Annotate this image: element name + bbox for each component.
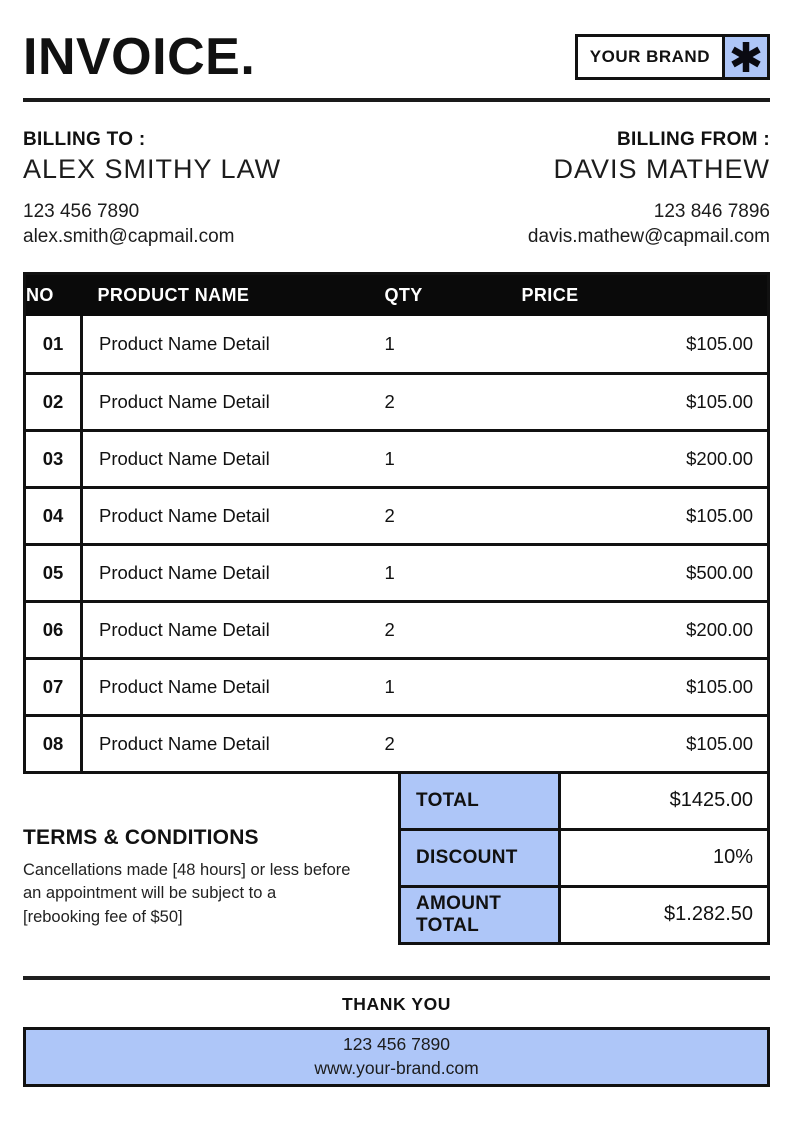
summary-row-amount-total xyxy=(400,886,769,943)
column-header-qty: QTY xyxy=(372,273,522,316)
brand-label: YOUR BRAND xyxy=(578,37,722,77)
footer-divider xyxy=(23,976,770,980)
billing-to-block xyxy=(23,129,281,248)
row-product: Product Name Detail xyxy=(82,430,372,487)
billing-to-name: ALEX SMITHY LAW xyxy=(23,153,282,184)
contact-bar xyxy=(23,1027,770,1087)
row-qty: 1 xyxy=(372,430,522,487)
row-price: $105.00 xyxy=(522,316,769,373)
row-number: 02 xyxy=(25,373,82,430)
summary-row-total xyxy=(400,772,769,829)
row-qty: 2 xyxy=(372,601,522,658)
summary-label: AMOUNT TOTAL xyxy=(400,886,560,943)
row-product: Product Name Detail xyxy=(82,544,372,601)
footer-phone: 123 456 7890 xyxy=(342,1033,451,1054)
row-product: Product Name Detail xyxy=(82,715,372,772)
row-product: Product Name Detail xyxy=(82,316,372,373)
row-qty: 2 xyxy=(372,715,522,772)
table-row xyxy=(25,715,769,772)
column-header-product: PRODUCT NAME xyxy=(82,273,372,316)
billing-to-phone: 123 456 7890 xyxy=(23,200,140,222)
asterisk-icon xyxy=(722,37,767,77)
row-price: $200.00 xyxy=(522,430,769,487)
items-table xyxy=(23,272,770,774)
header xyxy=(23,0,770,85)
summary-label: DISCOUNT xyxy=(400,829,560,886)
row-price: $105.00 xyxy=(522,658,769,715)
table-row xyxy=(25,487,769,544)
row-product: Product Name Detail xyxy=(82,601,372,658)
footer-website: www.your-brand.com xyxy=(314,1057,479,1078)
summary-label: TOTAL xyxy=(400,772,560,829)
row-number: 08 xyxy=(25,715,82,772)
row-price: $105.00 xyxy=(522,373,769,430)
terms-body: Cancellations made [48 hours] or less before an appointment will be subject to a [rebooking fee of $50] xyxy=(23,860,351,926)
billing-section xyxy=(23,129,770,248)
billing-to-heading: BILLING TO : xyxy=(23,128,146,150)
table-row xyxy=(25,544,769,601)
column-header-price: PRICE xyxy=(522,273,769,316)
billing-from-phone: 123 846 7896 xyxy=(653,200,770,222)
table-row xyxy=(25,430,769,487)
summary-value: $1425.00 xyxy=(560,772,769,829)
header-divider xyxy=(23,98,770,102)
row-qty: 2 xyxy=(372,373,522,430)
row-number: 07 xyxy=(25,658,82,715)
row-qty: 1 xyxy=(372,658,522,715)
table-row xyxy=(25,601,769,658)
billing-from-block xyxy=(528,129,770,248)
billing-from-name: DAVIS MATHEW xyxy=(553,153,770,184)
row-price: $500.00 xyxy=(522,544,769,601)
terms-heading: TERMS & CONDITIONS xyxy=(23,825,259,849)
row-qty: 2 xyxy=(372,487,522,544)
table-row xyxy=(25,316,769,373)
summary-value: 10% xyxy=(560,829,769,886)
row-price: $105.00 xyxy=(522,487,769,544)
terms-block xyxy=(23,774,373,930)
thank-you-text: THANK YOU xyxy=(341,993,452,1014)
column-header-no: NO xyxy=(25,273,82,316)
bottom-section xyxy=(23,774,770,945)
row-price: $105.00 xyxy=(522,715,769,772)
billing-from-heading: BILLING FROM : xyxy=(616,128,770,150)
row-number: 04 xyxy=(25,487,82,544)
brand-badge xyxy=(575,34,770,80)
table-row xyxy=(25,658,769,715)
billing-to-email: alex.smith@capmail.com xyxy=(23,225,235,247)
row-number: 06 xyxy=(25,601,82,658)
billing-from-email: davis.mathew@capmail.com xyxy=(527,225,770,247)
row-number: 03 xyxy=(25,430,82,487)
items-table-header-row xyxy=(25,273,769,316)
row-product: Product Name Detail xyxy=(82,487,372,544)
row-price: $200.00 xyxy=(522,601,769,658)
row-product: Product Name Detail xyxy=(82,658,372,715)
row-qty: 1 xyxy=(372,316,522,373)
row-product: Product Name Detail xyxy=(82,373,372,430)
row-number: 01 xyxy=(25,316,82,373)
summary-row-discount xyxy=(400,829,769,886)
row-number: 05 xyxy=(25,544,82,601)
summary-table xyxy=(398,771,770,945)
page-title: INVOICE. xyxy=(23,28,256,86)
summary-value: $1.282.50 xyxy=(560,886,769,943)
table-row xyxy=(25,373,769,430)
row-qty: 1 xyxy=(372,544,522,601)
